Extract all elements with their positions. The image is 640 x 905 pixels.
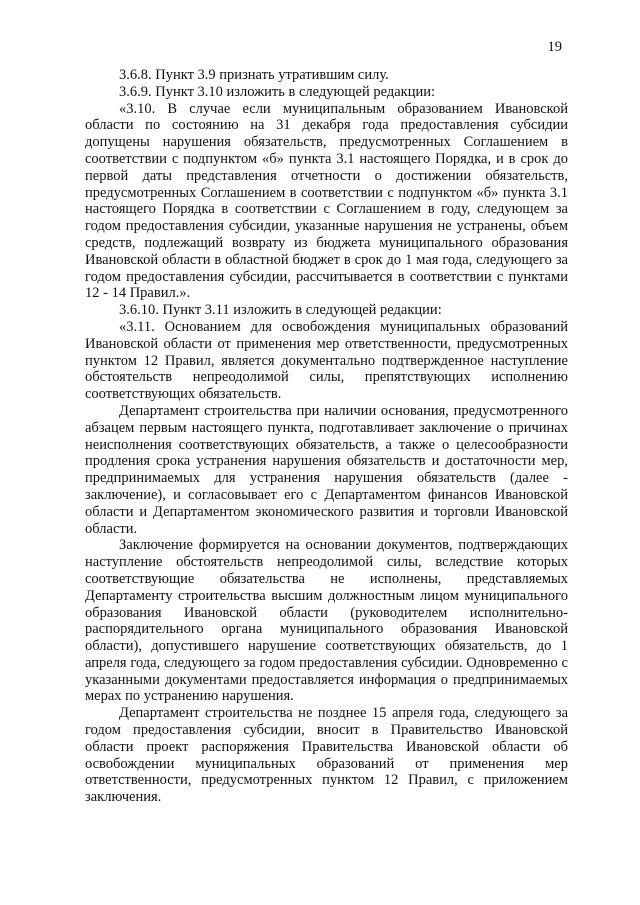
paragraph-department-conclusion: Департамент строительства при наличии основания, предусмотренного абзацем первым настоящего пункта, подготавливает заключение о причинах неисполнения соответствующих обязательств, а также о целесообразности продления срока устранения нарушения обязательств и достаточности мер, предпринимаемых для устранения нарушения обязательств (далее - заключение), и согласовывает его с Департаментом финансов Ивановской области и Департаментом экономического развития и торговли Ивановской области. — [85, 402, 568, 537]
document-body — [85, 67, 568, 806]
paragraph-conclusion-basis: Заключение формируется на основании документов, подтверждающих наступление обстоятельств непреодолимой силы, вследствие которых соответствующие обязательства не исполнены, представляемых Департаменту строительства высшим должностным лицом муниципального образования Ивановской области (руководителем исполнительно-распорядительного органа муниципального образования Ивановской области), допустившего нарушение соответствующих обязательств, до 1 апреля года, следующего за годом предоставления субсидии. Одновременно с указанными документами предоставляется информация о предпринимаемых мерах по устранению нарушения. — [85, 537, 568, 705]
paragraph-deadline-submission: Департамент строительства не позднее 15 апреля года, следующего за годом предоставления субсидии, вносит в Правительство Ивановской области проект распоряжения Правительства Ивановской области об освобождении муниципальных образований от применения мер ответственности, предусмотренных пунктом 12 Правил, с приложением заключения. — [85, 705, 568, 806]
paragraph-3-6-9: 3.6.9. Пункт 3.10 изложить в следующей редакции: — [119, 83, 436, 100]
paragraph-3-6-8: 3.6.8. Пункт 3.9 признать утратившим силу. — [119, 67, 389, 83]
page-number: 19 — [547, 39, 562, 55]
paragraph-3-6-10: 3.6.10. Пункт 3.11 изложить в следующей редакции: — [119, 302, 442, 319]
paragraph-3-10-text: «3.10. В случае если муниципальным образованием Ивановской области по состоянию на 31 декабря года предоставления субсидии допущены нарушения обязательств, предусмотренных Соглашением в соответствии с подпунктом «б» пункта 3.1 настоящего Порядка, и в срок до первой даты представления отчетности о достижении обязательств, предусмотренных Соглашением в соответствии с подпунктом «б» пункта 3.1 настоящего Порядка в соответствии с Соглашением в году, следующем за годом предоставления субсидии, указанные нарушения не устранены, объем средств, подлежащий возврату из бюджета муниципального образования Ивановской области в областной бюджет в срок до 1 мая года, следующего за годом предоставления субсидии, рассчитывается в соответствии с пунктами 12 - 14 Правил.». — [85, 100, 568, 302]
paragraph-3-11-text: «3.11. Основанием для освобождения муниципальных образований Ивановской области от применения мер ответственности, предусмотренных пунктом 12 Правил, является документально подтвержденное наступление обстоятельств непреодолимой силы, препятствующих исполнению соответствующих обязательств. — [85, 318, 568, 403]
